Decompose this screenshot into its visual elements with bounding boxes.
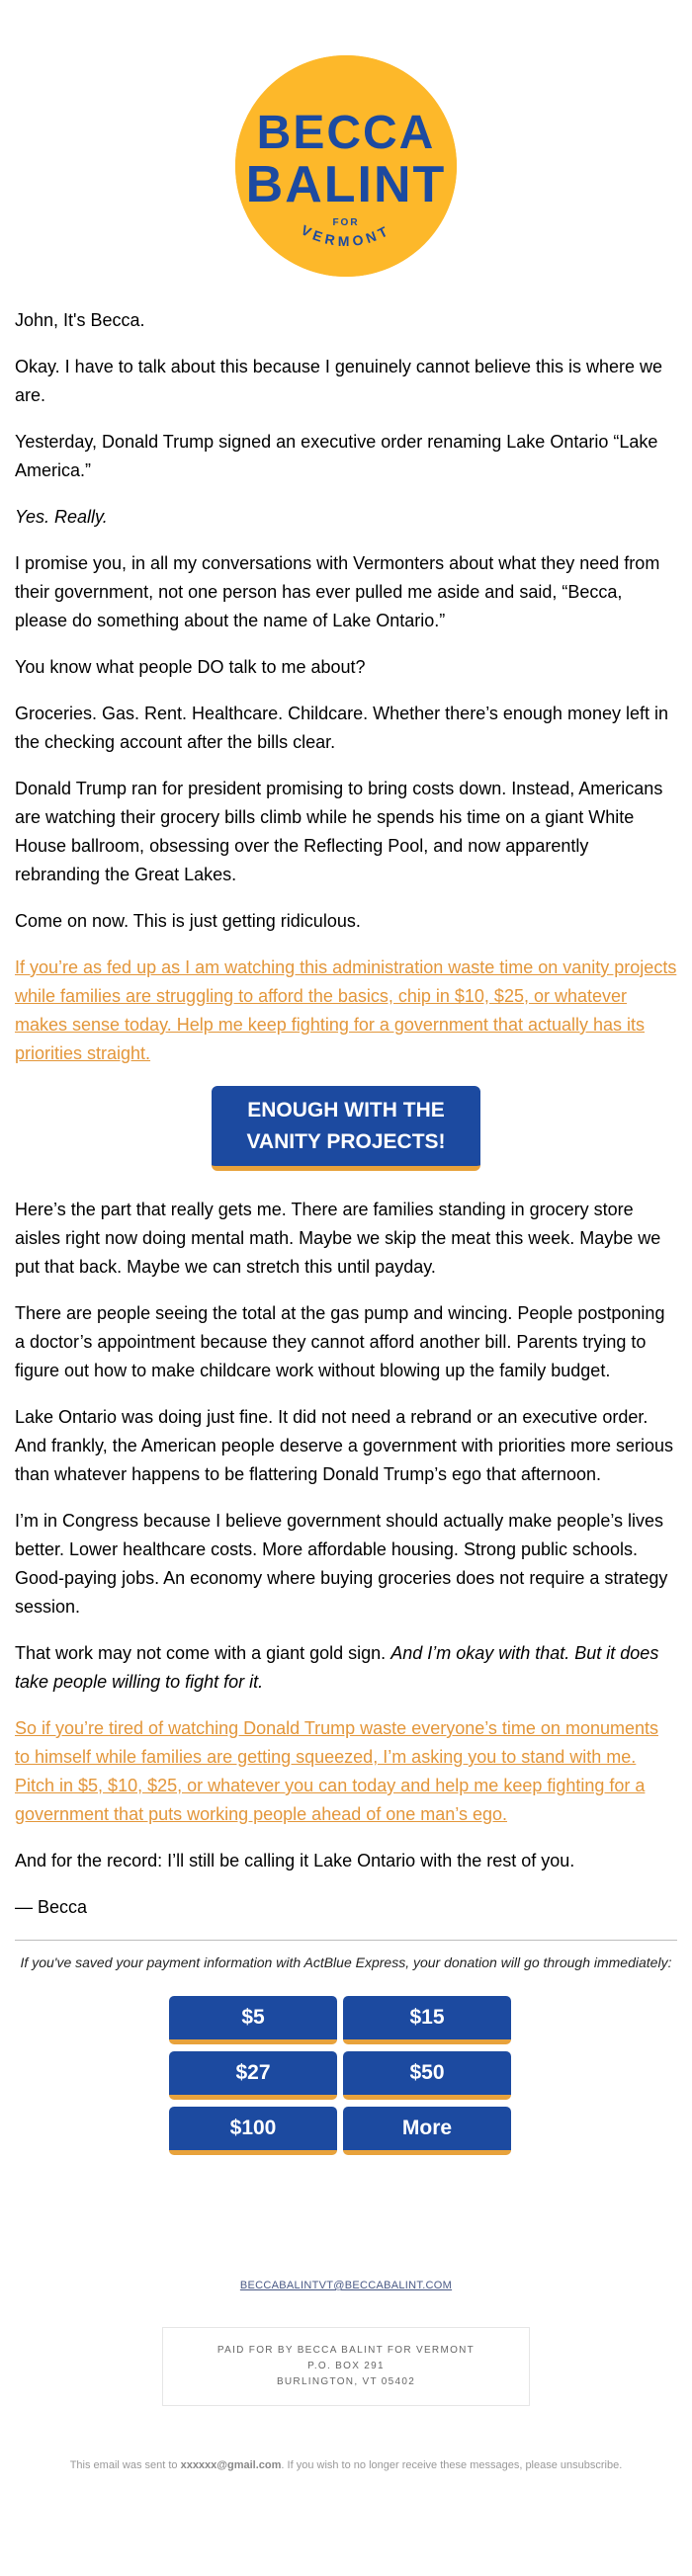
logo-for: FOR	[332, 217, 360, 228]
donate-more-button[interactable]: More	[343, 2107, 511, 2155]
donate-amount-button[interactable]: $100	[169, 2107, 337, 2155]
divider	[15, 1940, 677, 1941]
logo-graphic	[235, 55, 457, 277]
signoff: — Becca	[15, 1897, 88, 1917]
donate-amount-button[interactable]: $15	[343, 1996, 511, 2044]
paragraph: Here’s the part that really gets me. There are families standing in grocery store aisles right now doing mental math. Maybe we skip the meat this week. Maybe we put that back. Maybe we can stretch this until payday.	[15, 1200, 661, 1277]
donate-link-2[interactable]: So if you’re tired of watching Donald Trump waste everyone’s time on monuments to himself while families are getting squeezed, I’m asking you to stand with me. Pitch in $5, $10, $25, or whatever you can today and help me keep fighting for a government that puts working people ahead of one man’s ego.	[15, 1718, 658, 1824]
paragraph: Come on now. This is just getting ridiculous.	[15, 911, 361, 931]
cta-line2: VANITY PROJECTS!	[246, 1129, 446, 1153]
cta-container	[15, 1086, 677, 1171]
donate-amount-button[interactable]: $50	[343, 2051, 511, 2100]
italic-text: And I’m okay with that. But it does take people willing to fight for it.	[15, 1643, 659, 1692]
paid-line: BURLINGTON, VT 05402	[276, 2376, 416, 2387]
letter-body	[0, 306, 692, 2471]
recipient-email: xxxxxx@gmail.com	[180, 2459, 282, 2471]
actblue-express-note: If you've saved your payment information with ActBlue Express, your donation will go through immediately:	[20, 1954, 672, 1970]
paid-line: P.O. BOX 291	[307, 2361, 385, 2371]
paid-line: PAID FOR BY BECCA BALINT FOR VERMONT	[216, 2345, 476, 2356]
donate-amount-button[interactable]: $5	[169, 1996, 337, 2044]
plain-text: That work may not come with a giant gold sign.	[15, 1643, 391, 1663]
paragraph-italic	[15, 503, 677, 532]
paragraph: There are people seeing the total at the gas pump and wincing. People postponing a doctor’s appointment because they cannot afford another bill. Parents trying to figure out how to make childcare work without blowing up the family budget.	[15, 1303, 665, 1380]
donate-amount-button[interactable]: $27	[169, 2051, 337, 2100]
paragraph-mixed	[15, 1639, 677, 1697]
paragraph: I promise you, in all my conversations with Vermonters about what they need from their government, not one person has ever pulled me aside and said, “Becca, please do something about the name of Lake Ontario.”	[15, 553, 660, 630]
sent-suffix: . If you wish to no longer receive these messages, please unsubscribe.	[281, 2459, 623, 2471]
donate-link-1[interactable]: If you’re as fed up as I am watching this administration waste time on vanity projects while families are struggling to afford the basics, chip in $10, $25, or whatever makes sense today. Help me keep fighting for a government that actually has its priorities straight.	[15, 957, 677, 1063]
unsubscribe-note	[15, 2459, 677, 2471]
sent-prefix: This email was sent to	[69, 2459, 181, 2471]
paragraph: Yesterday, Donald Trump signed an executive order renaming Lake Ontario “Lake America.”	[15, 432, 658, 480]
paragraph: Donald Trump ran for president promising to bring costs down. Instead, Americans are watching their grocery bills climb while he spends his time on a giant White House ballroom, obsessing over the Reflecting Pool, and now apparently rebranding the Great Lakes.	[15, 779, 663, 884]
paragraph: And for the record: I’ll still be calling it Lake Ontario with the rest of you.	[15, 1851, 575, 1870]
campaign-logo	[235, 55, 457, 277]
italic-text: Yes. Really.	[15, 507, 108, 527]
paragraph: Okay. I have to talk about this because I genuinely cannot believe this is where we are.	[15, 357, 663, 405]
donation-amount-grid	[169, 1996, 523, 2155]
paragraph: Lake Ontario was doing just fine. It did not need a rebrand or an executive order. And frankly, the American people deserve a government with priorities more serious than whatever happens to be flattering Donald Trump’s ego that afternoon.	[15, 1407, 673, 1484]
logo-header	[0, 0, 692, 306]
paid-for-disclaimer	[162, 2327, 530, 2406]
cta-line1: ENOUGH WITH THE	[247, 1098, 445, 1122]
paragraph: You know what people DO talk to me about?	[15, 657, 366, 677]
greeting: John, It's Becca.	[15, 310, 145, 330]
paragraph: I’m in Congress because I believe government should actually make people’s lives better. Lower healthcare costs. More affordable housing. Strong public schools. Good-paying jobs. An economy where buying groceries does not require a strategy session.	[15, 1511, 668, 1617]
logo-line1: BECCA	[256, 107, 436, 159]
logo-line2: BALINT	[245, 156, 447, 213]
enough-vanity-projects-button[interactable]	[212, 1086, 480, 1171]
logo-state: VERMONT	[299, 221, 393, 250]
paragraph: Groceries. Gas. Rent. Healthcare. Childcare. Whether there’s enough money left in the checking account after the bills clear.	[15, 704, 668, 752]
contact-email-link[interactable]: BECCABALINTVT@BECCABALINT.COM	[239, 2280, 453, 2291]
